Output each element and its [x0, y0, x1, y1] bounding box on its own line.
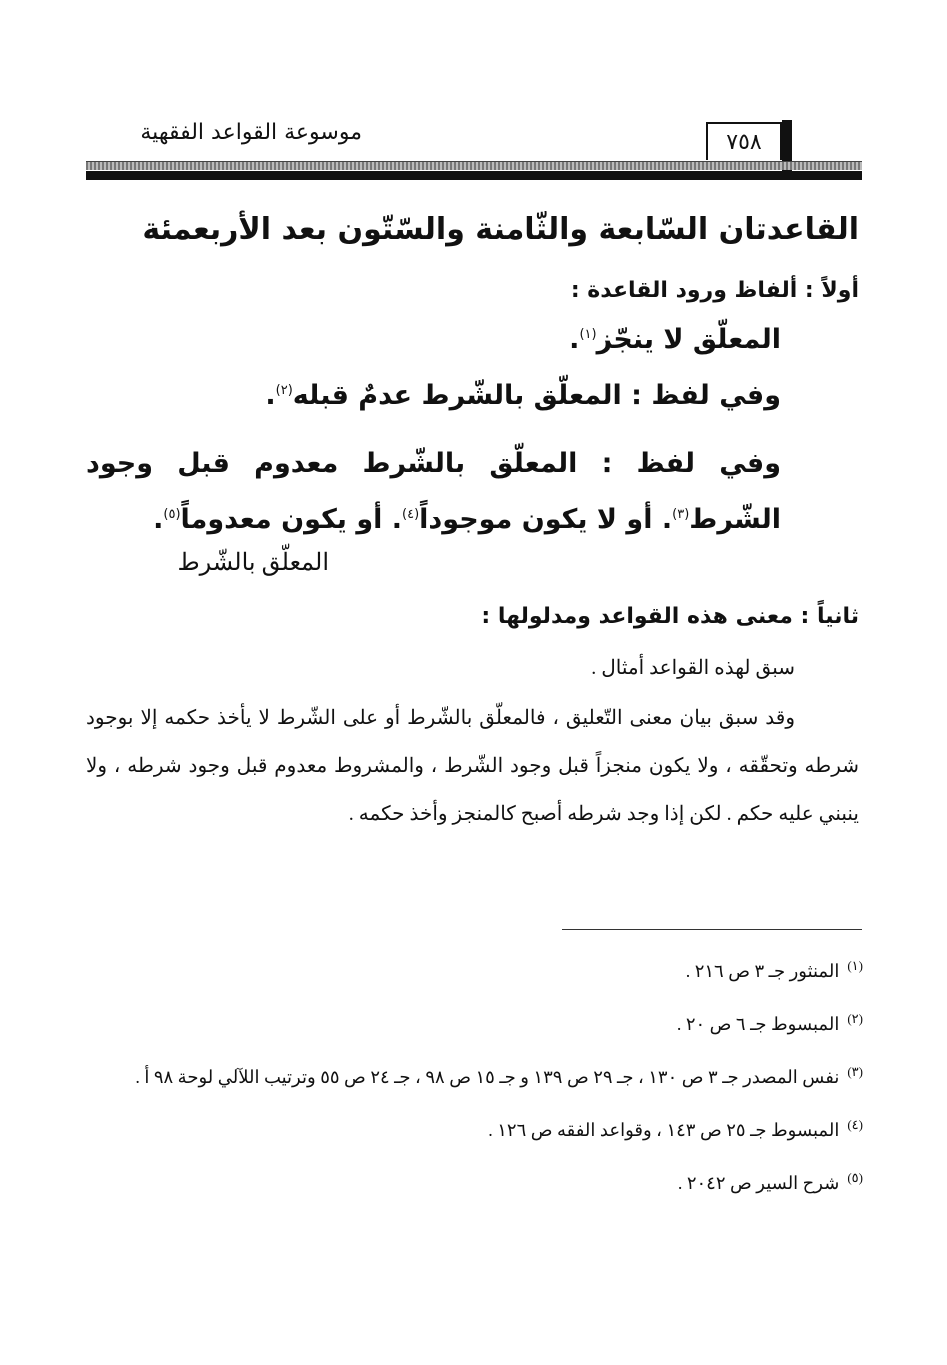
footnotes	[86, 942, 863, 1207]
page-number: ٧٥٨	[706, 122, 782, 160]
footnote-4: $^{(٤)}$المبسوط جـ ٢٥ ص ١٤٣ ، وقواعد الفقه ص ١٢٦ .	[488, 1117, 863, 1140]
running-header-title: موسوعة القواعد الفقهية	[140, 120, 362, 145]
rule-text-2: وفي لفظ : المعلّق بالشّرط عدمٌ قبله$^{(٢)}$.	[265, 380, 781, 411]
section2-title: ثانياً : معنى هذه القواعد ومدلولها :	[481, 604, 859, 629]
header-rule	[86, 161, 862, 170]
rule-heading: القاعدتان السّابعة والثّامنة والسّتّون بعد الأربعمئة	[142, 212, 859, 247]
rule-text-3: وفي لفظ : المعلّق بالشّرط معدوم قبل وجود الشّرط$^{(٣)}$. أو لا يكون موجوداً$^{(٤)}$. أو يكون معدوماً$^{(٥)}$.	[86, 448, 781, 535]
footnote-ref-4: (٤)	[402, 507, 420, 522]
rule-text-1: المعلّق لا ينجّز$^{(١)}$.	[569, 324, 781, 355]
footnote-5: $^{(٥)}$شرح السير ص ٢٠٤٢ .	[677, 1170, 863, 1193]
footnote-1: $^{(١)}$المنثور جـ ٣ ص ٢١٦ .	[685, 958, 863, 981]
footnote-ref-2: (٢)	[275, 383, 293, 398]
footnote-3: $^{(٣)}$نفس المصدر جـ ٣ ص ١٣٠ ، جـ ٢٩ ص ١٣٩ و جـ ١٥ ص ٩٨ ، جـ ٢٤ ص ٥٥ وترتيب اللآلي لوحة ٩٨ أ .	[135, 1064, 863, 1087]
paragraph-2: وقد سبق بيان معنى التّعليق ، فالمعلّق بالشّرط أو على الشّرط لا يأخذ حكمه إلا بوجود شرطه وتحقّقه ، ولا يكون منجزاً قبل وجود الشّرط ، والمشروط معدوم قبل وجود شرطه ، ولا ينبني عليه حكم . لكن إذا وجد شرطه أصبح كالمنجز وأخذ حكمه .	[86, 707, 859, 825]
footnote-ref-1: (١)	[579, 327, 597, 342]
rule-text-3c: . أو يكون معدوماً	[180, 504, 403, 535]
margin-note: المعلّق بالشّرط	[177, 550, 329, 576]
footnote-ref-5: (٥)	[163, 507, 181, 522]
header-rule-thick	[86, 171, 862, 180]
footnote-separator	[562, 929, 862, 930]
rule-text-1-body: المعلّق لا ينجّز	[596, 324, 781, 355]
rule-text-2-body: وفي لفظ : المعلّق بالشّرط عدمٌ قبله	[292, 380, 781, 411]
rule-text-3-body: وفي لفظ : المعلّق بالشّرط معدوم قبل وجود الشّرط	[86, 448, 781, 535]
footnote-2: $^{(٢)}$المبسوط جـ ٦ ص ٢٠ .	[676, 1011, 863, 1034]
section1-title: أولاً : ألفاظ ورود القاعدة :	[570, 278, 859, 303]
paragraph-1: سبق لهذه القواعد أمثال .	[591, 657, 795, 679]
footnote-ref-3: (٣)	[672, 507, 690, 522]
rule-text-3b: . أو لا يكون موجوداً	[419, 504, 673, 535]
